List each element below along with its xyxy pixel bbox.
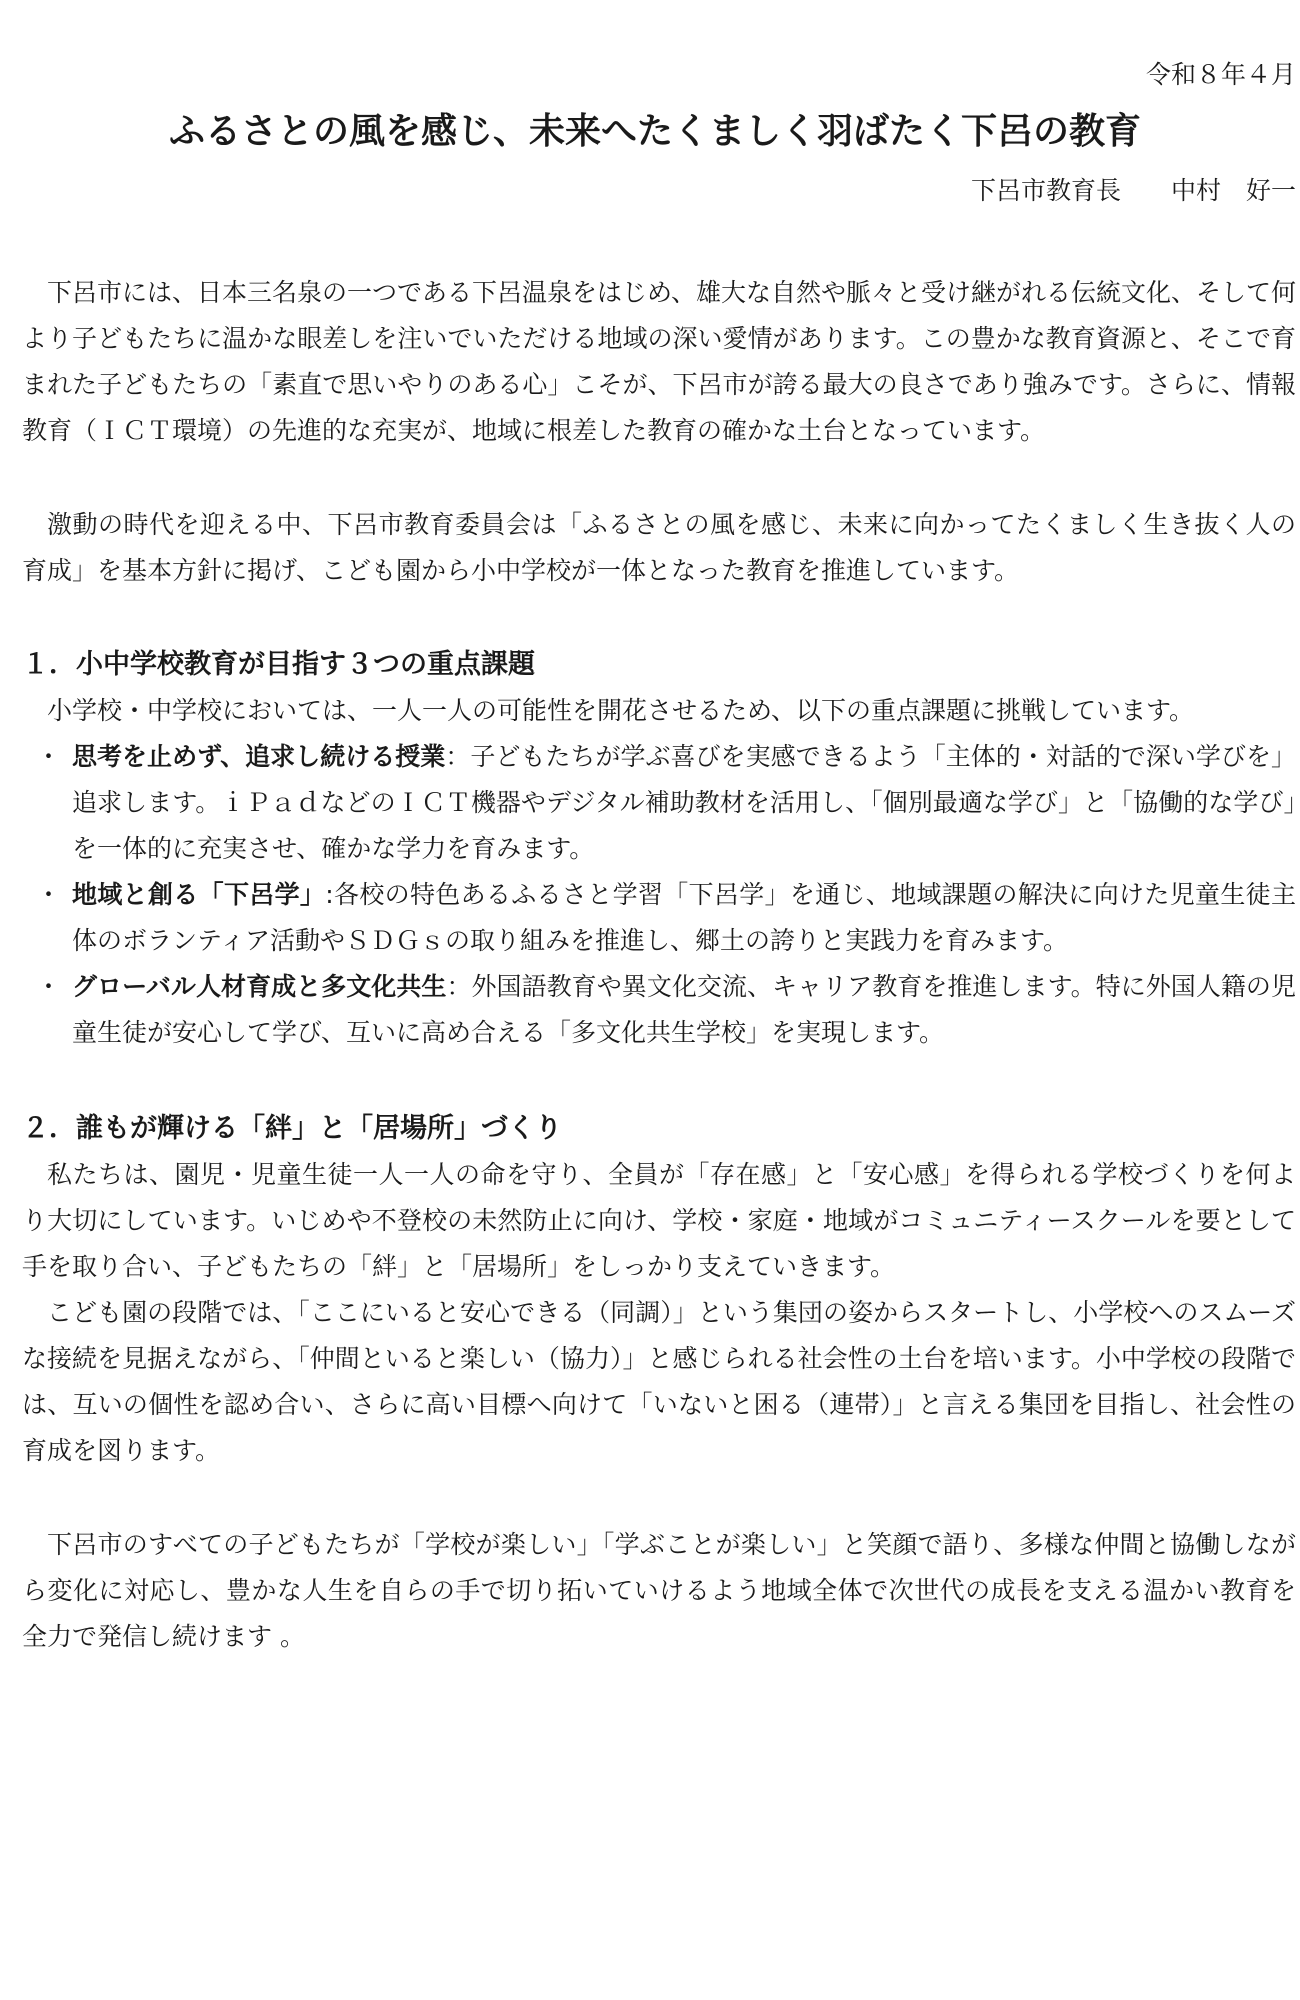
bullet-separator: :	[325, 880, 334, 909]
section-2-paragraph-2: こども園の段階では、「ここにいると安心できる（同調）」という集団の姿からスタートし、小学校へのスムーズな接続を見据えながら、「仲間といると楽しい（協力）」と感じられる社会性の土台を培います。小中学校の段階では、互いの個性を認め合い、さらに高い目標へ向けて「いないと困る（連帯）」と言える集団を目指し、社会性の育成を図ります。	[22, 1298, 1296, 1465]
closing-paragraph: 下呂市のすべての子どもたちが「学校が楽しい」「学ぶことが楽しい」と笑顔で語り、多様な仲間と協働しながら変化に対応し、豊かな人生を自らの手で切り拓いていけるよう地域全体で次世代の成長を支える温かい教育を全力で発信し続けます 。	[22, 1530, 1296, 1651]
document-title: ふるさとの風を感じ、未来へたくましく羽ばたく下呂の教育	[168, 111, 1141, 152]
bullet-separator: ：	[446, 972, 472, 1001]
bullet-item-thinking-lessons	[22, 734, 1296, 872]
document-date: 令和８年４月	[1145, 60, 1296, 89]
section-1-bullet-list	[22, 734, 1300, 1056]
bullet-text: 子どもたちが学ぶ喜びを実感できるよう「主体的・対話的で深い学びを」追求します。ｉＰａｄなどのＩＣＴ機器やデジタル補助教材を活用し、「個別最適な学び」と「協働的な学び」を一体的に充実させ、確かな学力を育みます。	[72, 742, 1296, 863]
section-1-heading: １．小中学校教育が目指す３つの重点課題	[22, 649, 535, 680]
bullet-item-global-multicultural	[22, 964, 1296, 1056]
intro-paragraph-1: 下呂市には、日本三名泉の一つである下呂温泉をはじめ、雄大な自然や脈々と受け継がれる伝統文化、そして何より子どもたちに温かな眼差しを注いでいただける地域の深い愛情があります。この豊かな教育資源と、そこで育まれた子どもたちの「素直で思いやりのある心」こそが、下呂市が誇る最大の良さであり強みです。さらに、情報教育（ＩＣＴ環境）の先進的な充実が、地域に根差した教育の確かな土台となっています。	[22, 278, 1297, 445]
document-author: 下呂市教育長 中村 好一	[970, 176, 1296, 205]
bullet-mark: ・	[36, 742, 62, 771]
section-2-paragraph-1: 私たちは、園児・児童生徒一人一人の命を守り、全員が「存在感」と「安心感」を得られる学校づくりを何より大切にしています。いじめや不登校の未然防止に向け、学校・家庭・地域がコミュニティースクールを要として手を取り合い、子どもたちの「絆」と「居場所」をしっかり支えていきます。	[22, 1160, 1296, 1281]
intro-paragraph-2: 激動の時代を迎える中、下呂市教育委員会は「ふるさとの風を感じ、未来に向かってたくましく生き抜く人の育成」を基本方針に掲げ、こども園から小中学校が一体となった教育を推進しています。	[22, 510, 1296, 585]
section-1-lead: 小学校・中学校においては、一人一人の可能性を開花させるため、以下の重点課題に挑戦しています。	[47, 696, 1195, 725]
bullet-mark: ・	[36, 880, 62, 909]
bullet-title: グローバル人材育成と多文化共生	[72, 972, 447, 1001]
bullet-title: 思考を止めず、追求し続ける授業	[72, 742, 446, 771]
bullet-separator: ：	[445, 742, 471, 771]
bullet-title: 地域と創る「下呂学」	[72, 880, 326, 909]
bullet-mark: ・	[36, 972, 62, 1001]
bullet-text: 各校の特色あるふるさと学習「下呂学」を通じ、地域課題の解決に向けた児童生徒主体のボランティア活動やＳＤＧｓの取り組みを推進し、郷土の誇りと実践力を育みます。	[72, 880, 1296, 955]
bullet-text: 外国語教育や異文化交流、キャリア教育を推進します。特に外国人籍の児童生徒が安心して学び、互いに高め合える「多文化共生学校」を実現します。	[72, 972, 1296, 1047]
bullet-item-gero-studies	[22, 872, 1296, 964]
section-2-heading: ２．誰もが輝ける「絆」と「居場所」づくり	[22, 1113, 562, 1144]
